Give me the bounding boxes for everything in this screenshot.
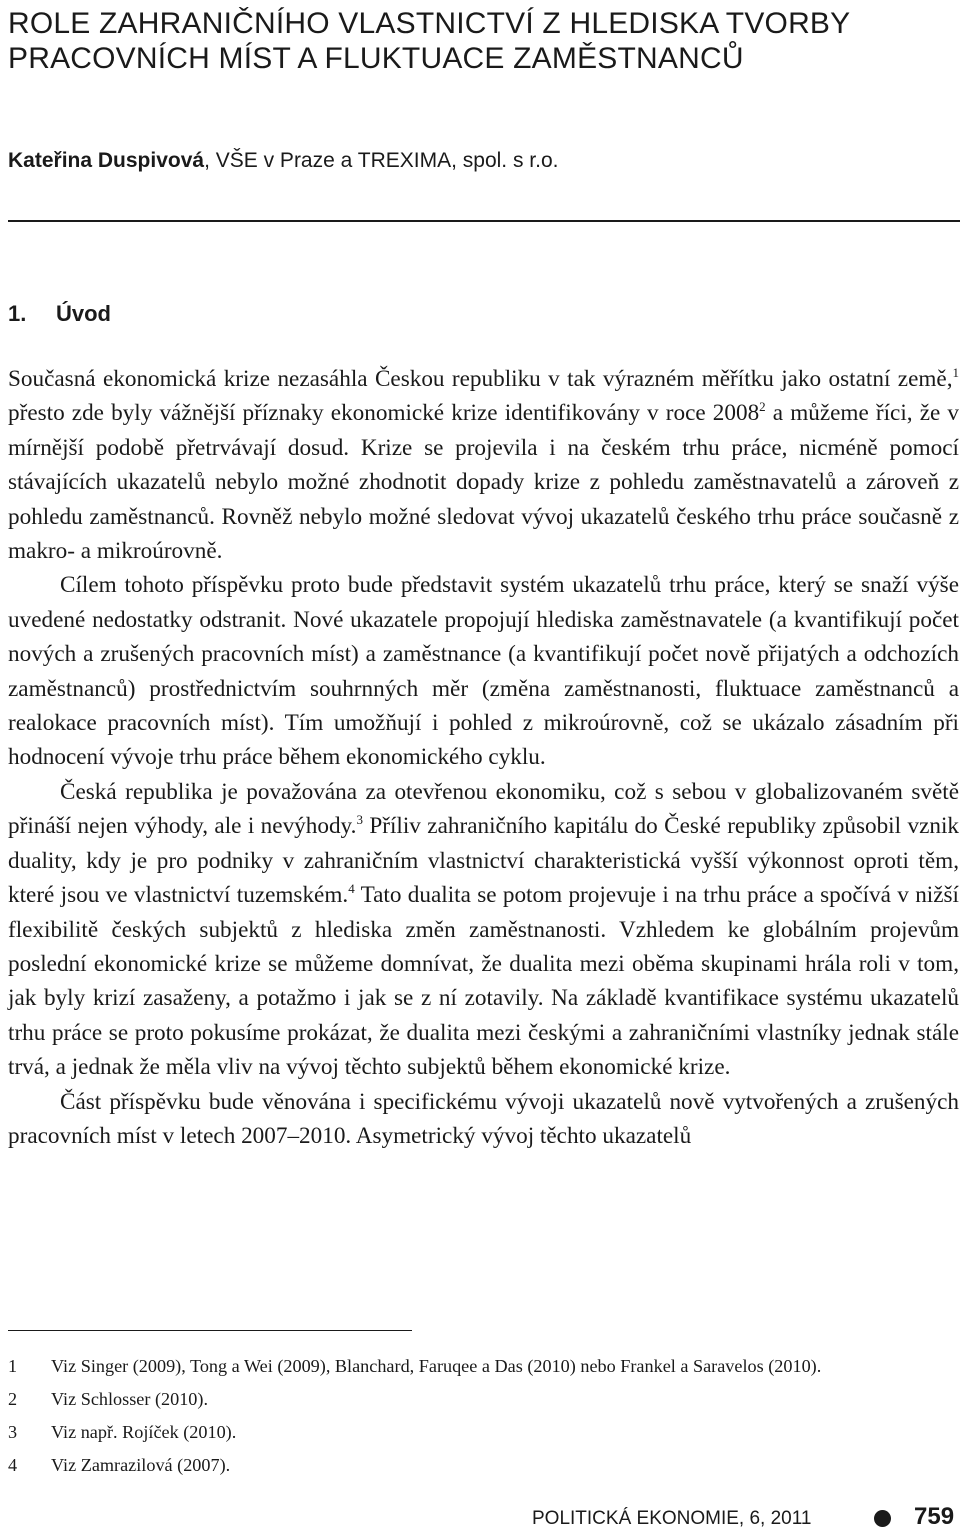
author-name: Kateřina Duspivová: [8, 149, 205, 172]
header-divider: [8, 220, 960, 222]
footnote-divider: [8, 1330, 412, 1331]
paragraph-1-text-b: přesto zde byly vážnější příznaky ekonomické krize identifikovány v roce 2008: [8, 400, 760, 427]
author-line: [8, 148, 558, 174]
footnote-item: [8, 1416, 960, 1449]
paragraph-2: Cílem tohoto příspěvku proto bude představit systém ukazatelů trhu práce, který se snaží výše uvedené nedostatky odstranit. Nové ukazatele propojují hlediska zaměstnavatele (a kvantifikují počet nových a zrušených pracovních míst) a zaměstnance (a kvantifikují počet nově přijatých a odchozích zaměstnanců) prostřednictvím souhrnných měr (změna zaměstnanosti, fluktuace zaměstnanců a realokace pracovních míst). Tím umožňují i pohled z mikroúrovně, což se ukázalo zásadním při hodnocení vývoje trhu práce během ekonomického cyklu.: [8, 572, 959, 771]
section-heading: [8, 300, 111, 328]
footnote-item: [8, 1350, 960, 1383]
footnote-item: [8, 1449, 960, 1482]
paragraph-3: [8, 775, 959, 1085]
footnote-ref-2: 2: [759, 399, 766, 415]
footnote-ref-3: 3: [356, 812, 363, 828]
paragraph-4: Část příspěvku bude věnována i specifickému vývoji ukazatelů nově vytvořených a zrušených pracovních míst v letech 2007–2010. Asymetrický vývoj těchto ukazatelů: [8, 1088, 959, 1149]
journal-running-footer: POLITICKÁ EKONOMIE, 6, 2011: [532, 1508, 812, 1529]
article-title-line-1: ROLE ZAHRANIČNÍHO VLASTNICTVÍ Z HLEDISKA TVORBY: [8, 7, 851, 40]
author-affiliation: , VŠE v Praze a TREXIMA, spol. s r.o.: [204, 149, 559, 172]
footnote-number: 4: [8, 1455, 18, 1475]
article-body: [8, 362, 959, 1153]
article-title: [8, 6, 948, 76]
footnote-text: Viz Schlosser (2010).: [51, 1389, 209, 1409]
page-number: 759: [914, 1503, 955, 1530]
footnote-text: Viz např. Rojíček (2010).: [51, 1422, 237, 1442]
bullet-icon: [874, 1510, 891, 1527]
footnote-text: Viz Singer (2009), Tong a Wei (2009), Blanchard, Faruqee a Das (2010) nebo Frankel a Saravelos (2010).: [51, 1356, 822, 1376]
paragraph-3-text-c: Tato dualita se potom projevuje i na trhu práce a spočívá v nižší flexibilitě českých subjektů z hlediska změn zaměstnanosti. Vzhledem ke globálním projevům poslední ekonomické krize se můžeme domnívat, že dualita mezi oběma skupinami hrála roli v tom, jak byly krizí zasaženy, a potažmo i jak se z ní zotavily. Na základě kvantifikace systému ukazatelů trhu práce se proto pokusíme prokázat, že dualita mezi českými a zahraničními vlastníky jednak stále trvá, a jednak že měla vliv na vývoj těchto subjektů během ekonomické krize.: [8, 882, 959, 1081]
paragraph-1: [8, 362, 959, 568]
paragraph-3-text-a: Česká republika je považována za otevřenou ekonomiku, což s sebou v globalizovaném světě přináší nejen výhody, ale i nevýhody.: [8, 778, 959, 840]
section-title: Úvod: [56, 301, 111, 326]
paragraph-3-text-b: Příliv zahraničního kapitálu do České republiky způsobil vznik duality, kdy je pro podniky v zahraničním vlastnictví charakteristická vyšší výkonnost oproti těm, které jsou ve vlastnictví tuzemském.: [8, 813, 959, 909]
footnotes: [8, 1350, 960, 1482]
footnote-ref-4: 4: [348, 881, 355, 897]
footnote-ref-1: 1: [952, 365, 959, 380]
footnote-number: 2: [8, 1389, 18, 1409]
article-title-line-2: PRACOVNÍCH MÍST A FLUKTUACE ZAMĚSTNANCŮ: [8, 42, 744, 75]
footnote-number: 3: [8, 1422, 18, 1442]
section-number: 1.: [8, 301, 27, 326]
paragraph-1-text-c: a můžeme říci, že v mírnější podobě přetrvávají dosud. Krize se projevila i na českém trhu práce, nicméně pomocí stávajících ukazatelů nebylo možné zhodnotit dopady krize z pohledu zaměstnavatelů a zároveň z pohledu zaměstnanců. Rovněž nebylo možné sledovat vývoj ukazatelů českého trhu práce současně z makro- a mikroúrovně.: [8, 400, 959, 565]
footnote-text: Viz Zamrazilová (2007).: [51, 1455, 231, 1475]
footnote-item: [8, 1383, 960, 1416]
footnote-number: 1: [8, 1356, 18, 1376]
paragraph-1-text-a: Současná ekonomická krize nezasáhla Českou republiku v tak výrazném měřítku jako ostatní země,: [8, 366, 953, 392]
